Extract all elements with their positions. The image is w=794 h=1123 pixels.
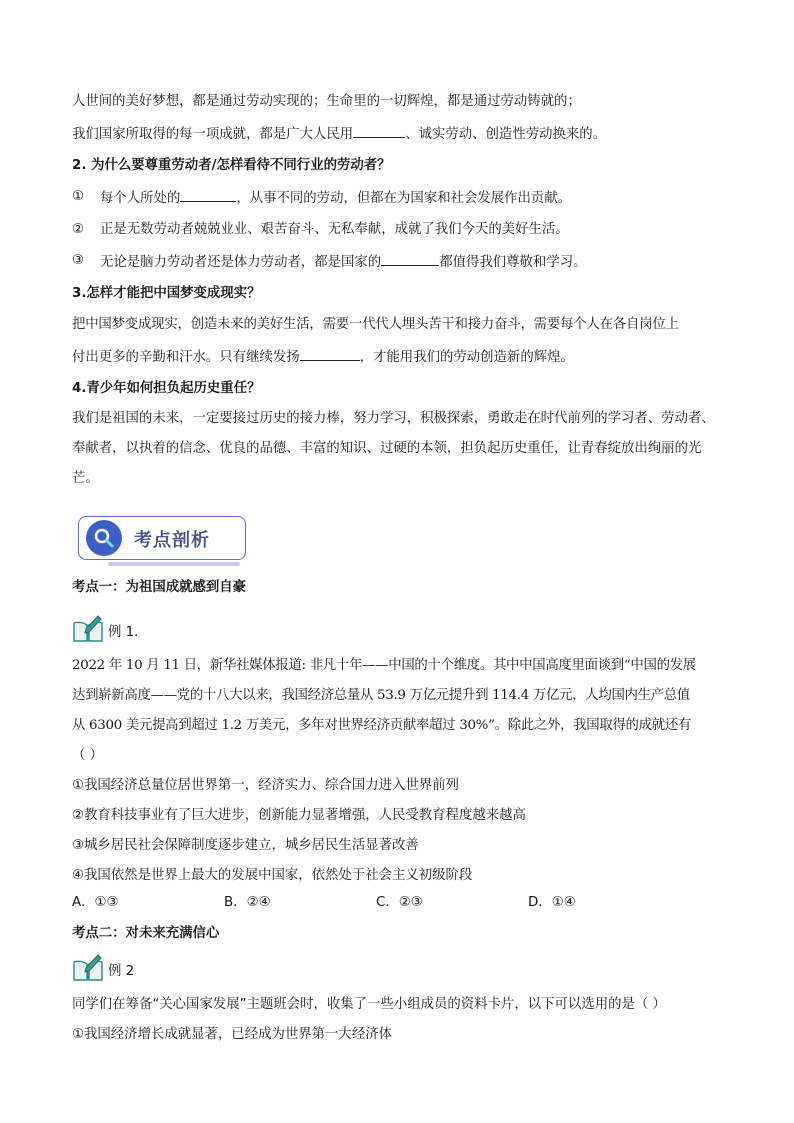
section-title: 考点剖析 <box>134 530 210 551</box>
choice-b[interactable]: B．②④ <box>224 895 271 910</box>
choice-a[interactable]: A．①③ <box>72 895 119 910</box>
list-item: ① 每个人所处的 ，从事不同的劳动，但都在为国家和社会发展作出贡献。 <box>72 189 572 206</box>
choice-d[interactable]: D．①④ <box>528 895 576 910</box>
question-2-heading: 2. 为什么要尊重劳动者/怎样看待不同行业的劳动者？ <box>72 158 391 173</box>
choice-c[interactable]: C．②③ <box>376 895 423 910</box>
intro-line-1: 人世间的美好梦想，都是通过劳动实现的；生命里的一切辉煌，都是通过劳动铸就的； <box>72 94 581 109</box>
question-3-heading: 3.怎样才能把中国梦变成现实？ <box>72 286 261 301</box>
question-4-heading: 4.青少年如何担负起历史重任？ <box>72 381 261 396</box>
answer-choices <box>72 893 722 913</box>
example-1-header <box>72 609 722 643</box>
question-stem-line: 从 6300 美元提高到超过 1.2 万美元，多年对世界经济贡献率超过 30%”。除此之外，我国取得的成就还有 <box>72 718 691 733</box>
option-item: ②教育科技事业有了巨大进步，创新能力显著增强，人民受教育程度越来越高 <box>72 808 526 823</box>
question-stem-line: 达到崭新高度——党的十八大以来，我国经济总量从 53.9 万亿元提升到 114.4 万亿元，人均国内生产总值 <box>72 688 690 703</box>
example-label: 例 1. <box>108 625 139 640</box>
book-pencil-icon <box>72 613 104 643</box>
book-pencil-icon <box>72 952 104 982</box>
option-item: ③城乡居民社会保障制度逐步建立，城乡居民生活显著改善 <box>72 838 419 853</box>
option-item: ④我国依然是世界上最大的发展中国家，依然处于社会主义初级阶段 <box>72 868 473 883</box>
list-item: ③ 无论是脑力劳动者还是体力劳动者，都是国家的 都值得我们尊敬和学习。 <box>72 253 587 270</box>
option-item: ①我国经济增长成就显著，已经成为世界第一大经济体 <box>72 1027 392 1042</box>
key-point-1-heading: 考点一：为祖国成就感到自豪 <box>72 580 247 595</box>
fill-blank <box>180 187 236 202</box>
answer-parentheses: （ ） <box>72 748 104 763</box>
fill-blank <box>353 123 405 138</box>
example-label: 例 2 <box>108 964 135 979</box>
question-stem-line: 2022 年 10 月 11 日，新华社媒体报道: 非凡十年——中国的十个维度。其中中国高度里面谈到“中国的发展 <box>72 658 696 673</box>
intro-line-2: 我们国家所取得的每一项成就，都是广大人民用 、诚实劳动、创造性劳动换来的。 <box>72 123 722 145</box>
example-2-header <box>72 948 722 982</box>
option-item: ①我国经济总量位居世界第一，经济实力、综合国力进入世界前列 <box>72 778 459 793</box>
list-item: ② 正是无数劳动者兢兢业业、艰苦奋斗、无私奉献，成就了我们今天的美好生活。 <box>72 222 569 237</box>
fill-blank <box>300 346 360 361</box>
paragraph-line: 付出更多的辛勤和汗水。只有继续发扬 ，才能用我们的劳动创造新的辉煌。 <box>72 346 722 368</box>
document-page <box>72 92 722 1050</box>
section-banner <box>78 516 246 560</box>
paragraph: 我们是祖国的未来，一定要接过历史的接力棒，努力学习，积极探索，勇敢走在时代前列的学习者、劳动者、奉献者，以执着的信念、优良的品德、丰富的知识、过硬的本领，担负起历史重任，让青春绽放出绚丽的光芒。 <box>72 411 715 486</box>
question-stem-line: 同学们在筹备“关心国家发展”主题班会时，收集了一些小组成员的资料卡片，以下可以选用的是（ ） <box>72 997 666 1012</box>
key-point-2-heading: 考点二：对未来充满信心 <box>72 926 220 941</box>
fill-blank <box>381 251 439 266</box>
paragraph-line: 把中国梦变成现实，创造未来的美好生活，需要一代代人埋头苦干和接力奋斗，需要每个人在各自岗位上 <box>72 317 679 332</box>
magnifier-icon <box>86 520 122 556</box>
